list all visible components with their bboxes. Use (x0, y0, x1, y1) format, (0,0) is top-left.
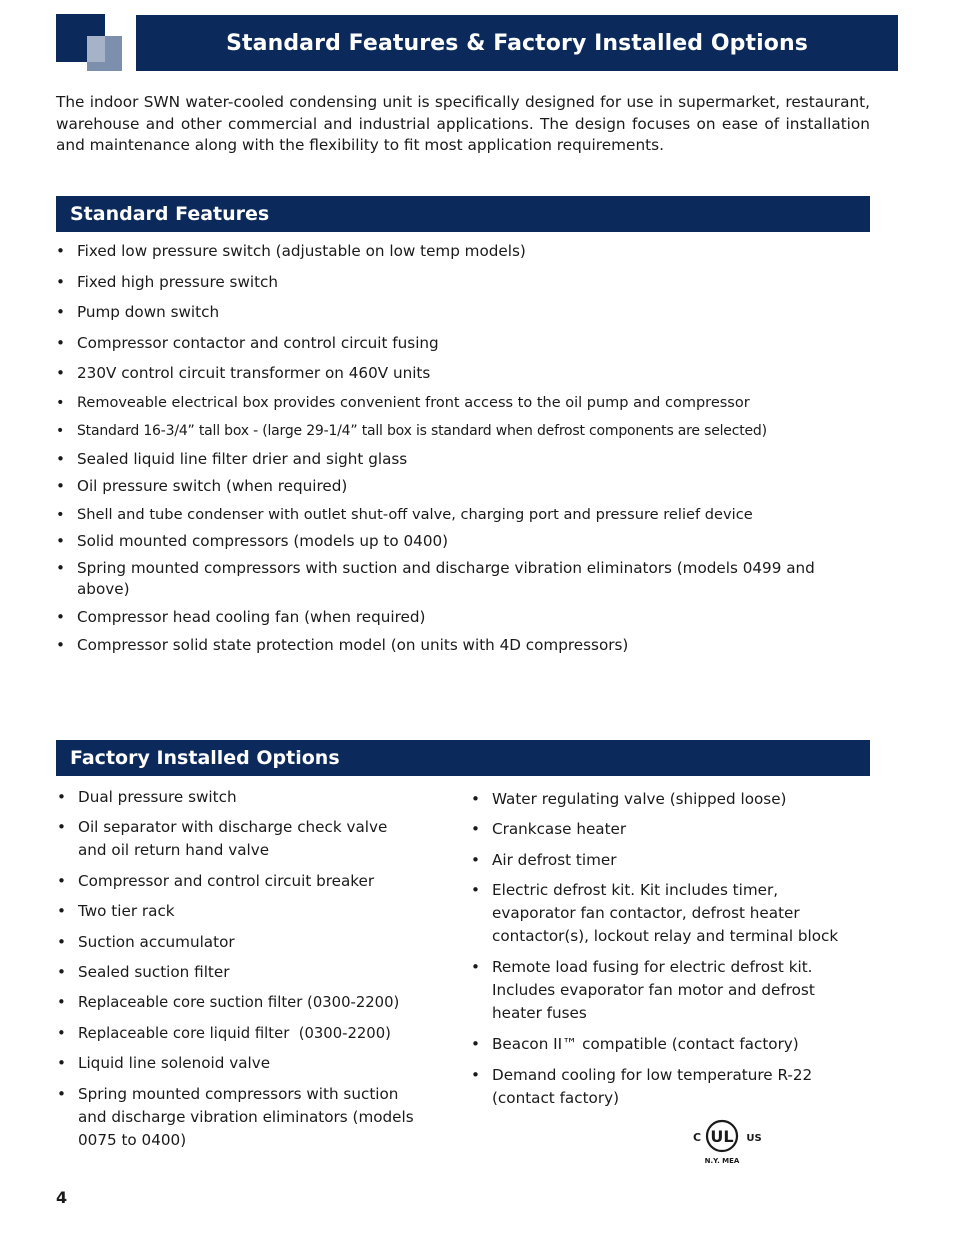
list-item: • Compressor contactor and control circuit fusing (56, 334, 439, 352)
list-item: • Spring mounted compressors with suction and discharge vibration eliminators (models 0499 and above) (56, 559, 815, 598)
list-item: • Oil pressure switch (when required) (56, 477, 348, 495)
page-title: Standard Features & Factory Installed Options (136, 15, 898, 71)
standard-features-heading: Standard Features (56, 196, 870, 232)
list-item: • Sealed suction filter (57, 963, 230, 981)
list-item: • Liquid line solenoid valve (57, 1054, 271, 1072)
list-item: • Two tier rack (57, 902, 175, 920)
list-item: • Pump down switch (56, 303, 220, 321)
ul-mark-sub: N.Y. MEA (704, 1157, 740, 1165)
logo-blocks (56, 14, 122, 72)
list-item: • Shell and tube condenser with outlet shut-off valve, charging port and pressure relief device (56, 506, 753, 523)
list-item: • Replaceable core liquid filter (0300-2200) (57, 1025, 391, 1042)
list-item: • 230V control circuit transformer on 460V units (56, 364, 431, 382)
list-item: • Dual pressure switch (57, 788, 237, 806)
list-item: • Electric defrost kit. Kit includes timer, evaporator fan contactor, defrost heater contactor(s), lockout relay and terminal block (471, 881, 839, 945)
list-item: • Compressor head cooling fan (when required) (56, 608, 426, 626)
page-number: 4 (56, 1188, 68, 1207)
list-item: • Sealed liquid line filter drier and sight glass (56, 450, 408, 468)
factory-options-heading: Factory Installed Options (56, 740, 870, 776)
list-item: • Water regulating valve (shipped loose) (471, 790, 787, 808)
list-item: • Suction accumulator (57, 933, 235, 951)
list-item: • Compressor and control circuit breaker (57, 872, 375, 890)
list-item: • Beacon II™ compatible (contact factory) (471, 1035, 799, 1053)
list-item: • Fixed low pressure switch (adjustable on low temp models) (56, 242, 526, 260)
ul-certification-icon (692, 1116, 766, 1166)
list-item: • Crankcase heater (471, 820, 627, 838)
list-item: • Spring mounted compressors with suction and discharge vibration eliminators (models 0075 to 0400) (57, 1085, 414, 1149)
list-item: • Compressor solid state protection model (on units with 4D compressors) (56, 636, 629, 654)
list-item: • Oil separator with discharge check valve and oil return hand valve (57, 818, 388, 859)
list-item: • Demand cooling for low temperature R-22 (contact factory) (471, 1066, 813, 1107)
list-item: • Solid mounted compressors (models up to 0400) (56, 532, 449, 550)
list-item: • Removeable electrical box provides convenient front access to the oil pump and compressor (56, 395, 750, 411)
list-item: • Remote load fusing for electric defrost kit. Includes evaporator fan motor and defrost heater fuses (471, 958, 815, 1022)
intro-paragraph: The indoor SWN water-cooled condensing unit is specifically designed for use in supermarket, restaurant, warehouse and other commercial and industrial applications. The design focuses on ease of installation and maintenance along with the flexibility to fit most application requirements. (56, 93, 870, 154)
ul-mark-us: US (746, 1133, 762, 1144)
list-item: • Standard 16-3/4” tall box - (large 29-1/4” tall box is standard when defrost components are selected) (56, 423, 767, 439)
ul-mark-text: UL (710, 1127, 734, 1146)
logo-square-overlap (87, 36, 105, 62)
list-item: • Replaceable core suction filter (0300-2200) (57, 994, 400, 1011)
list-item: • Fixed high pressure switch (56, 273, 279, 291)
ul-mark-c: C (692, 1131, 702, 1144)
list-item: • Air defrost timer (471, 851, 617, 869)
